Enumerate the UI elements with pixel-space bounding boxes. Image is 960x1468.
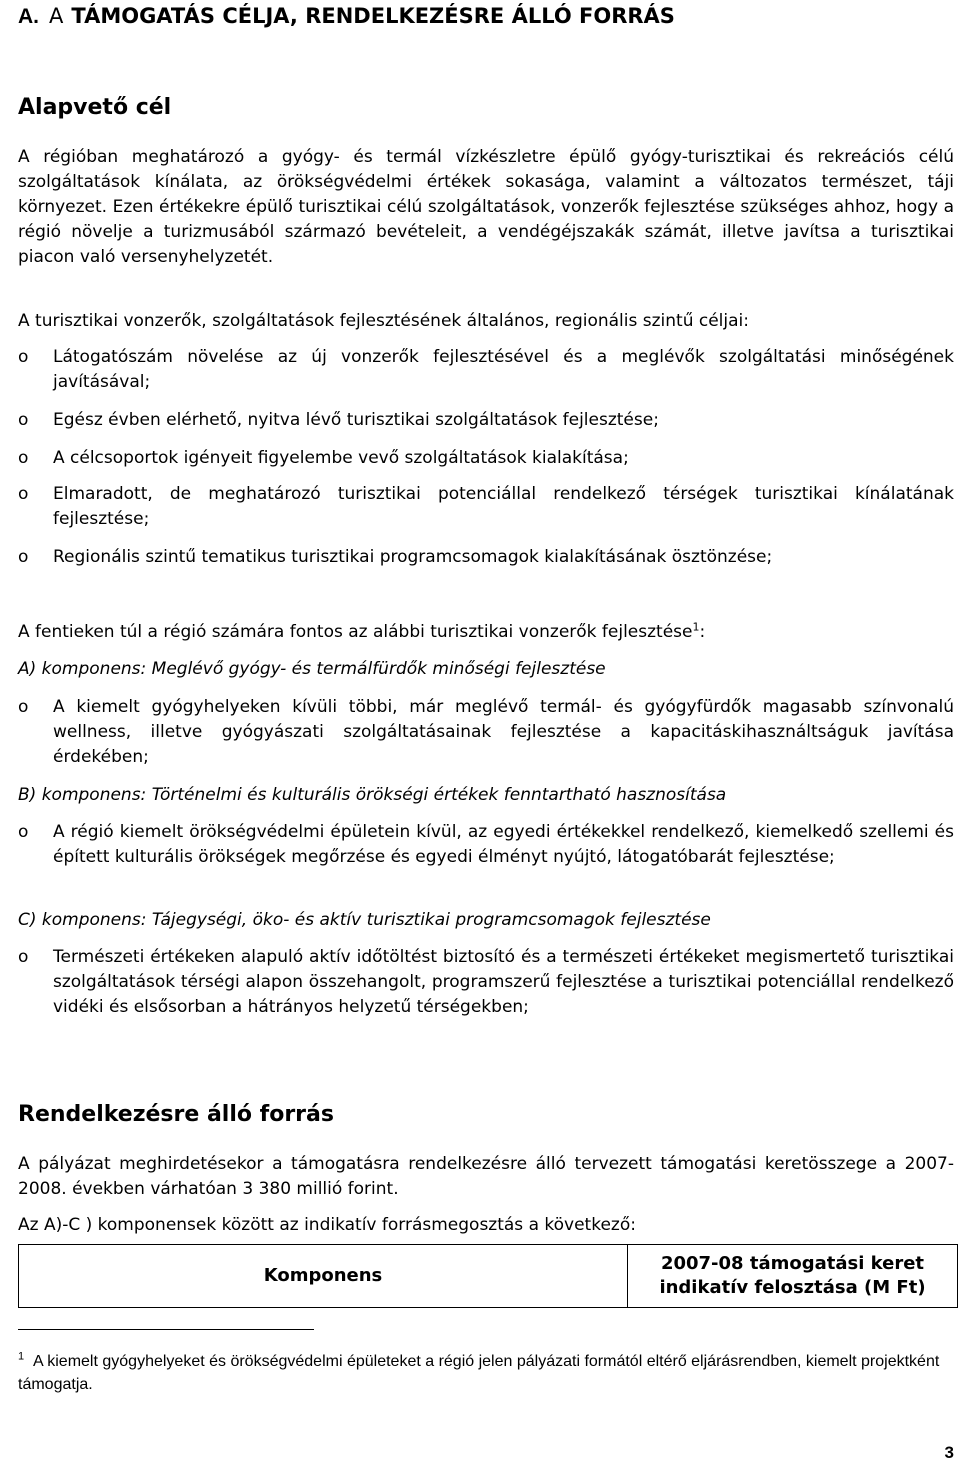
component-a-label: A) komponens: Meglévő gyógy- és termálfürdők minőségi fejlesztése — [18, 659, 606, 679]
list-item-text: Regionális szintű tematikus turisztikai programcsomagok kialakításának ösztönzése; — [53, 547, 773, 567]
table-header-komponens: Komponens — [19, 1245, 628, 1308]
subheading-rendelkezesre: Rendelkezésre álló forrás — [18, 1102, 334, 1127]
component-c-label: C) komponens: Tájegységi, öko- és aktív turisztikai programcsomagok fejlesztése — [18, 910, 711, 930]
bullet: o — [18, 448, 29, 468]
list-item-text: A kiemelt gyógyhelyeken kívüli többi, már meglévő termál- és gyógyfürdők magasabb színvonalú wellness, illetve gyógyászati szolgáltatásainak fejlesztése a kapacitáskihasználtságuk javítása érdekében; — [53, 697, 954, 767]
components-intro-end: : — [699, 622, 706, 642]
budget-paragraph: A pályázat meghirdetésekor a támogatásra rendelkezésre álló tervezett támogatási keretösszege a 2007-2008. években várhatóan 3 380 millió forint. — [18, 1154, 954, 1199]
section-prefix: A — [49, 4, 64, 28]
component-b-label: B) komponens: Történelmi és kulturális örökségi értékek fenntartható hasznosítása — [18, 785, 727, 805]
bullet: o — [18, 410, 29, 430]
allocation-table — [18, 1244, 958, 1308]
bullet: o — [18, 547, 29, 567]
bullet: o — [18, 822, 29, 842]
goals-intro: A turisztikai vonzerők, szolgáltatások fejlesztésének általános, regionális szintű céljai: — [18, 311, 749, 331]
bullet: o — [18, 347, 29, 367]
list-item-text: Egész évben elérhető, nyitva lévő turisztikai szolgáltatások fejlesztése; — [53, 410, 659, 430]
bullet: o — [18, 697, 29, 717]
table-row — [19, 1245, 958, 1308]
intro-paragraph: A régióban meghatározó a gyógy- és termál vízkészletre épülő gyógy-turisztikai és rekreációs célú szolgáltatások kínálata, az örökségvédelmi értékek sokasága, valamint a változatos természet, táji környezet. Ezen értékekre épülő turisztikai célú szolgáltatások, vonzerők fejlesztése szükséges ahhoz, hogy a régió növelje a turizmusából származó bevételeit, a vendégéjszakák számát, illetve javítsa a turisztikai piacon való versenyhelyzetét. — [18, 147, 954, 267]
list-item-text: Természeti értékeken alapuló aktív időtöltést biztosító és a természeti értékeket megismertető turisztikai szolgáltatások térségi alapon összehangolt, programszerű fejlesztése a turisztikai potenciállal rendelkező vidéki és elsősorban a hátrányos helyzetű térségekben; — [53, 947, 954, 1017]
components-intro-text: A fentieken túl a régió számára fontos az alábbi turisztikai vonzerők fejlesztése — [18, 622, 693, 642]
footnote-mark: 1 — [18, 1350, 25, 1363]
components-intro — [18, 620, 954, 645]
section-title: TÁMOGATÁS CÉLJA, RENDELKEZÉSRE ÁLLÓ FORRÁS — [71, 4, 675, 28]
subheading-alapveto-cel: Alapvető cél — [18, 95, 172, 120]
list-item-text: Látogatószám növelése az új vonzerők fejlesztésével és a meglévők szolgáltatási minőségének javításával; — [53, 347, 954, 392]
section-heading — [18, 4, 675, 29]
section-number: A. — [18, 5, 39, 28]
allocation-intro: Az A)-C ) komponensek között az indikatív forrásmegosztás a következő: — [18, 1215, 636, 1235]
bullet: o — [18, 947, 29, 967]
list-item-text: A régió kiemelt örökségvédelmi épületein kívül, az egyedi értékekkel rendelkező, kiemelkedő szellemi és épített kulturális örökségek megőrzése és egyedi élményt nyújtó, látogatóbarát fejlesztése; — [53, 822, 954, 867]
footnote-divider — [18, 1329, 314, 1330]
footnote-text: A kiemelt gyógyhelyeket és örökségvédelmi épületeket a régió jelen pályázati formától eltérő eljárásrendben, kiemelt projektként támogatja. — [18, 1353, 940, 1393]
page-number: 3 — [944, 1443, 954, 1462]
list-item-text: Elmaradott, de meghatározó turisztikai potenciállal rendelkező térségek turisztikai kínálatának fejlesztése; — [53, 484, 954, 529]
list-item-text: A célcsoportok igényeit figyelembe vevő szolgáltatások kialakítása; — [53, 448, 629, 468]
footnote-ref: 1 — [692, 620, 700, 634]
bullet: o — [18, 484, 29, 504]
table-header-keret: 2007-08 támogatási keret indikatív felosztása (M Ft) — [628, 1245, 958, 1308]
footnote — [18, 1350, 954, 1396]
